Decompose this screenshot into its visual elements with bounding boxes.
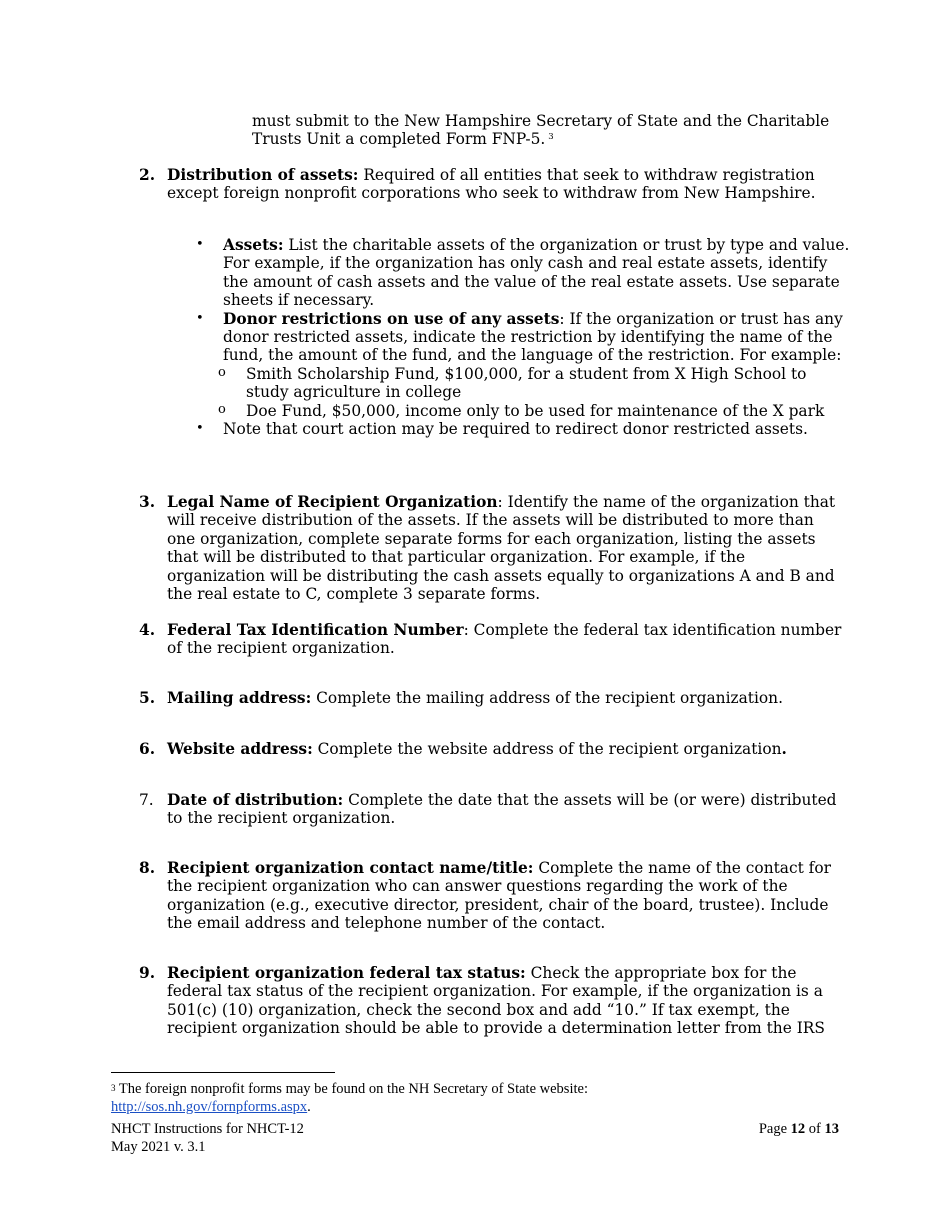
bullet-list [190,236,850,438]
footnote-text: The foreign nonprofit forms may be found on the NH Secretary of State website: [115,1081,588,1097]
list-item-7 [139,791,844,828]
circle-bullet-icon: o [218,401,226,417]
footnote-separator [111,1072,335,1073]
item-number: 4. [139,621,156,639]
item-text: Complete the website address of the recipient organization [312,740,782,758]
footnote-reference[interactable]: 3 [548,132,554,143]
bullet-text: : If the organization or trust has any donor restricted assets, indicate the restriction by identifying the name of the fund, the amount of the fund, and the language of the restriction. For example: [223,309,843,365]
item-text: : Complete the federal tax identification number of the recipient organization. [167,621,842,658]
item-title: Distribution of assets: [167,166,359,184]
footer-left [111,1121,304,1156]
bullet-dot-icon: • [196,310,204,326]
item-title: Recipient organization federal tax status: [167,964,526,982]
item-number: 3. [139,493,156,511]
bullet-text: Note that court action may be required to redirect donor restricted assets. [223,420,808,439]
item-number: 9. [139,964,156,982]
item-text: Complete the name of the contact for the recipient organization who can answer questions regarding the work of the organization (e.g., executive director, president, chair of the board, trustee). Include the email address and telephone number of the contact. [167,859,831,933]
list-item-8 [139,859,844,933]
bullet-assets [190,236,850,310]
bullet-dot-icon: • [196,421,204,437]
item-number: 7. [139,791,154,809]
bullet-dot-icon: • [196,237,204,252]
continuation-text: must submit to the New Hampshire Secretary of State and the Charitable Trusts Unit a completed Form FNP-5. [252,112,830,149]
page-total: 13 [824,1121,839,1137]
item-number: 8. [139,859,156,877]
item-text: Complete the mailing address of the recipient organization. [311,689,783,707]
footer-version: May 2021 v. 3.1 [111,1138,206,1155]
sub-bullet-smith [190,365,850,402]
footer-doc-title: NHCT Instructions for NHCT-12 [111,1121,304,1137]
bullet-text: List the charitable assets of the organization or trust by type and value. For example, if the organization has only cash and real estate assets, identify the amount of cash assets and the value of the real estate assets. Use separate sheets if necessary. [223,236,850,310]
page-of: of [805,1121,825,1137]
item-trail: . [781,740,787,758]
item-text: Required of all entities that seek to withdraw registration except foreign nonprofit corporations who seek to withdraw from New Hampshire. [167,166,816,203]
item-title: Legal Name of Recipient Organization [167,493,498,511]
bullet-donor-restrictions [190,310,850,365]
footnote-trail: . [307,1098,311,1115]
list-item-6 [139,740,844,758]
continuation-paragraph [252,112,852,149]
sub-bullet-doe [190,402,850,420]
list-item-3 [139,493,844,603]
list-item-9 [139,964,844,1038]
item-title: Date of distribution: [167,791,344,809]
item-title: Website address: [167,740,313,758]
circle-bullet-icon: o [218,364,226,380]
list-item-2 [139,166,844,203]
sub-bullet-text: Doe Fund, $50,000, income only to be used for maintenance of the X park [246,401,825,420]
item-number: 2. [139,166,156,184]
page-word: Page [758,1121,791,1137]
item-text: Check the appropriate box for the federal tax status of the recipient organization. For example, if the organization is a 501(c) (10) organization, check the second box and add “10.” If tax exempt, the recipient organization should be able to provide a determination letter from the IRS [167,964,825,1038]
footnote-marker: 3 [111,1083,116,1093]
item-title: Mailing address: [167,689,312,707]
item-number: 6. [139,740,156,758]
footnote-link[interactable]: http://sos.nh.gov/fornpforms.aspx [111,1098,308,1115]
bullet-title: Donor restrictions on use of any assets [223,309,560,328]
sub-bullet-text: Smith Scholarship Fund, $100,000, for a student from X High School to study agriculture in college [246,364,807,402]
page-current: 12 [790,1121,806,1137]
item-title: Recipient organization contact name/title: [167,859,534,877]
list-item-4 [139,621,844,658]
page-number [759,1121,839,1139]
item-text: Complete the date that the assets will be (or were) distributed to the recipient organization. [167,791,837,828]
footnote [111,1081,831,1116]
list-item-5 [139,689,844,707]
item-number: 5. [139,689,156,707]
item-title: Federal Tax Identification Number [167,621,464,639]
bullet-court-action [190,420,850,438]
item-text: : Identify the name of the organization that will receive distribution of the assets. If the assets will be distributed to more than one organization, complete separate forms for each organization, listing the assets that will be distributed to that particular organization. For example, if the organization will be distributing the cash assets equally to organizations A and B and the real estate to C, complete 3 separate forms. [167,493,836,604]
bullet-title: Assets: [223,236,284,254]
